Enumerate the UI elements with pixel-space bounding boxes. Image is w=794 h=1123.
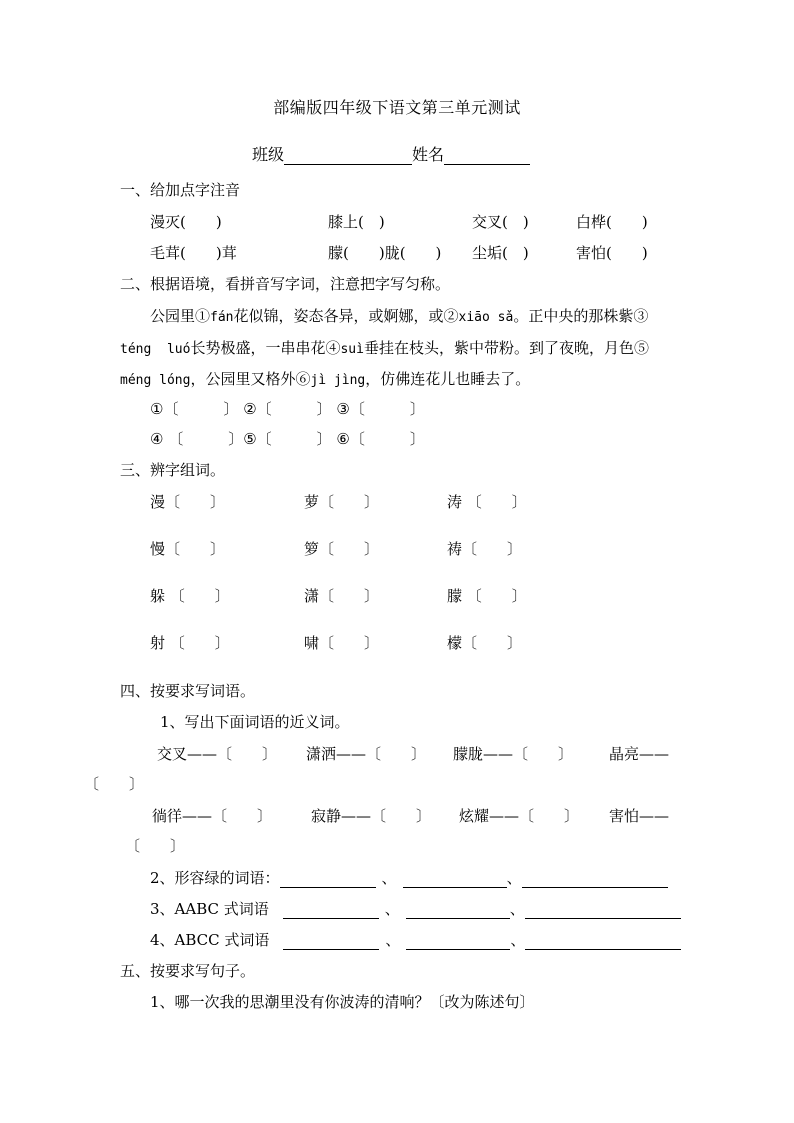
pinyin: jì jìng (310, 373, 366, 388)
sec3-item: 朦 〔 〕 (447, 587, 527, 605)
sec2-text: 。正中央的那株紫③ (513, 307, 649, 325)
synonym-item: 潇洒——〔 〕 (306, 745, 427, 763)
sec2-text: 公园里① (150, 307, 211, 325)
sec1-item: 白桦( ) (576, 213, 648, 231)
page-title: 部编版四年级下语文第三单元测试 (273, 98, 521, 117)
pinyin: méng lóng (120, 373, 191, 388)
sec3-item: 祷〔 〕 (447, 540, 523, 558)
sec2-text: ，公园里又格外⑥ (190, 370, 311, 388)
answer-blank[interactable] (406, 935, 510, 950)
answer-blank[interactable] (406, 904, 510, 919)
class-name-line (252, 145, 530, 165)
q4-label: 4、ABCC 式词语 (150, 931, 270, 949)
synonym-wrap: 〔 〕 (125, 837, 186, 855)
sec2-paragraph-line2 (120, 338, 649, 360)
sec3-item: 檬〔 〕 (447, 634, 523, 652)
separator: 、 (385, 931, 401, 949)
class-blank[interactable] (284, 148, 412, 165)
sec1-item: 漫灭( ) (150, 213, 222, 231)
separator: 、 (509, 900, 525, 918)
sec3-item: 萝〔 〕 (304, 493, 380, 511)
sec1-item: 毛茸( )茸 (150, 244, 237, 262)
pinyin: téng luó (120, 342, 191, 357)
separator: 、 (384, 900, 400, 918)
name-label: 姓名 (412, 145, 445, 164)
name-blank[interactable] (444, 148, 530, 165)
synonym-item: 晶亮—— (609, 745, 670, 763)
q2-label: 2、形容绿的词语： (150, 869, 280, 887)
sec4-q2 (150, 868, 668, 888)
sec1-item: 害怕( ) (576, 244, 648, 262)
separator: 、 (506, 869, 522, 887)
separator: 、 (510, 931, 526, 949)
answer-blank[interactable] (283, 904, 379, 919)
q3-label: 3、AABC 式词语 (150, 900, 269, 918)
sec4-sub1: 1、写出下面词语的近义词。 (160, 713, 350, 731)
separator: 、 (381, 869, 397, 887)
synonym-item: 徜徉——〔 〕 (152, 807, 273, 825)
answer-blank[interactable] (280, 873, 376, 888)
synonym-item: 害怕—— (609, 807, 670, 825)
sec4-q3 (150, 899, 681, 919)
answer-blank[interactable] (403, 873, 507, 888)
sec5-heading: 五、按要求写句子。 (120, 962, 256, 980)
class-label: 班级 (252, 145, 285, 164)
synonym-item: 朦胧——〔 〕 (453, 745, 574, 763)
sec3-item: 箩〔 〕 (304, 540, 380, 558)
answer-blank[interactable] (525, 935, 681, 950)
sec3-item: 涛 〔 〕 (447, 493, 527, 511)
sec3-heading: 三、辨字组词。 (120, 461, 226, 479)
synonym-item: 炫耀——〔 〕 (459, 807, 580, 825)
sec5-q1: 1、哪一次我的思潮里没有你波涛的清响？〔改为陈述句〕 (150, 993, 535, 1011)
sec3-item: 射 〔 〕 (150, 634, 230, 652)
sec2-text: ，仿佛连花儿也睡去了。 (365, 370, 531, 388)
sec3-item: 啸〔 〕 (304, 634, 380, 652)
sec1-item: 交叉( ) (472, 213, 529, 231)
sec2-answers-row1: ①〔 〕 ②〔 〕 ③〔 〕 (150, 400, 425, 418)
sec1-item: 朦( )胧( ) (328, 244, 442, 262)
sec3-item: 慢〔 〕 (150, 540, 226, 558)
sec1-item: 尘垢( ) (472, 244, 529, 262)
synonym-item: 寂静——〔 〕 (311, 807, 432, 825)
pinyin: xiāo sǎ (458, 310, 514, 325)
sec2-paragraph-line1 (150, 306, 648, 328)
pinyin: suì (340, 342, 364, 357)
sec4-heading: 四、按要求写词语。 (120, 682, 256, 700)
answer-blank[interactable] (522, 873, 668, 888)
sec2-heading: 二、根据语境，看拼音写字词，注意把字写匀称。 (120, 275, 451, 293)
synonym-item: 交叉——〔 〕 (157, 745, 278, 763)
sec3-item: 漫〔 〕 (150, 493, 226, 511)
sec2-paragraph-line3 (120, 369, 530, 391)
sec1-heading: 一、给加点字注音 (120, 181, 241, 199)
sec2-answers-row2: ④ 〔 〕⑤〔 〕 ⑥〔 〕 (150, 430, 425, 448)
sec3-item: 潇〔 〕 (304, 587, 380, 605)
sec4-q4 (150, 930, 681, 950)
answer-blank[interactable] (283, 935, 379, 950)
sec2-text: 长势极盛，一串串花④ (190, 339, 341, 357)
sec2-text: 垂挂在枝头，紫中带粉。到了夜晚，月色⑤ (363, 339, 649, 357)
sec2-text: 花似锦，姿态各异，或婀娜，或② (233, 307, 459, 325)
answer-blank[interactable] (525, 904, 681, 919)
synonym-wrap: 〔 〕 (84, 775, 145, 793)
sec1-item: 膝上( ) (328, 213, 385, 231)
pinyin: fán (210, 310, 234, 325)
sec3-item: 躲 〔 〕 (150, 587, 230, 605)
